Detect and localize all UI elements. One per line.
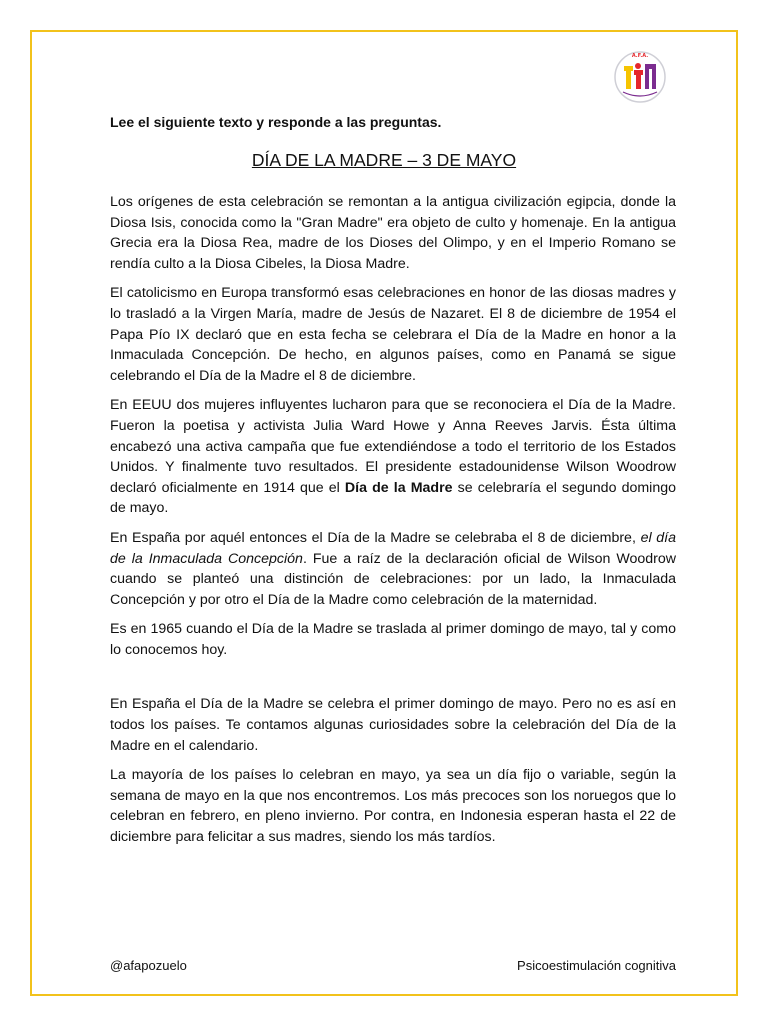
afa-logo-icon xyxy=(611,46,669,104)
paragraph-4-italic: el día de la Inmaculada Concepción xyxy=(110,529,676,567)
paragraph-3-text: En EEUU dos mujeres influyentes lucharon para que se reconociera el Día de la Madre. Fueron la poetisa y activista Julia Ward Howe y Anna Reeves Jarvis. Ésta última encabezó una activa campaña que fue extendiéndose a todo el territorio de los Estados Unidos. Y finalmente tuvo resultados. El presidente estadounidense Wilson Woodrow declaró oficialmente en 1914 que el xyxy=(110,397,676,496)
paragraph-5: Es en 1965 cuando el Día de la Madre se traslada al primer domingo de mayo, tal y como lo conocemos hoy. xyxy=(110,621,676,658)
paragraph-3-bold: Día de la Madre xyxy=(344,479,453,496)
instruction-text: Lee el siguiente texto y responde a las preguntas. xyxy=(110,114,442,130)
paragraph-7: La mayoría de los países lo celebran en mayo, ya sea un día fijo o variable, según la semana de mayo en la que nos encontremos. Los más precoces son los noruegos que lo celebran en febrero, en pleno invierno. Por contra, en Indonesia esperan hasta el 22 de diciembre para felicitar a sus madres, siendo los más tardíos. xyxy=(110,767,676,846)
paragraph-3 xyxy=(110,395,676,519)
paragraph-4-text: En España por aquél entonces el Día de la Madre se celebraba el 8 de diciembre, xyxy=(110,529,641,546)
paragraph-1: Los orígenes de esta celebración se remontan a la antigua civilización egipcia, donde la Diosa Isis, conocida como la "Gran Madre" era objeto de culto y homenaje. En la antigua Grecia era la Diosa Rea, madre de los Dioses del Olimpo, y en el Imperio Romano se rendía culto a la Diosa Cibeles, la Diosa Madre. xyxy=(110,194,676,272)
article-body xyxy=(110,192,676,857)
paragraph-2: El catolicismo en Europa transformó esas celebraciones en honor de las diosas madres y lo trasladó a la Virgen María, madre de Jesús de Nazaret. El 8 de diciembre de 1954 el Papa Pío IX declaró que en esta fecha se celebrara el Día de la Madre en honor a la Inmaculada Concepción. De hecho, en algunos países, como en Panamá se sigue celebrando el Día de la Madre el 8 de diciembre. xyxy=(110,285,676,384)
footer-handle: @afapozuelo xyxy=(110,958,187,973)
paragraph-4 xyxy=(110,528,676,610)
paragraph-3-text-end: se celebraría el segundo domingo de mayo. xyxy=(110,479,676,517)
page-title: DÍA DE LA MADRE – 3 DE MAYO xyxy=(251,150,517,170)
paragraph-6: En España el Día de la Madre se celebra el primer domingo de mayo. Pero no es así en todos los países. Te contamos algunas curiosidades sobre la celebración del Día de la Madre en el calendario. xyxy=(110,696,676,754)
paragraph-4-text-end: . Fue a raíz de la declaración oficial de Wilson Woodrow cuando se planteó una distinción de celebraciones: por un lado, la Inmaculada Concepción y por otro el Día de la Madre como celebración de la maternidad. xyxy=(110,550,676,608)
footer-label: Psicoestimulación cognitiva xyxy=(517,958,676,973)
svg-text:A.F.A.: A.F.A. xyxy=(631,53,649,59)
